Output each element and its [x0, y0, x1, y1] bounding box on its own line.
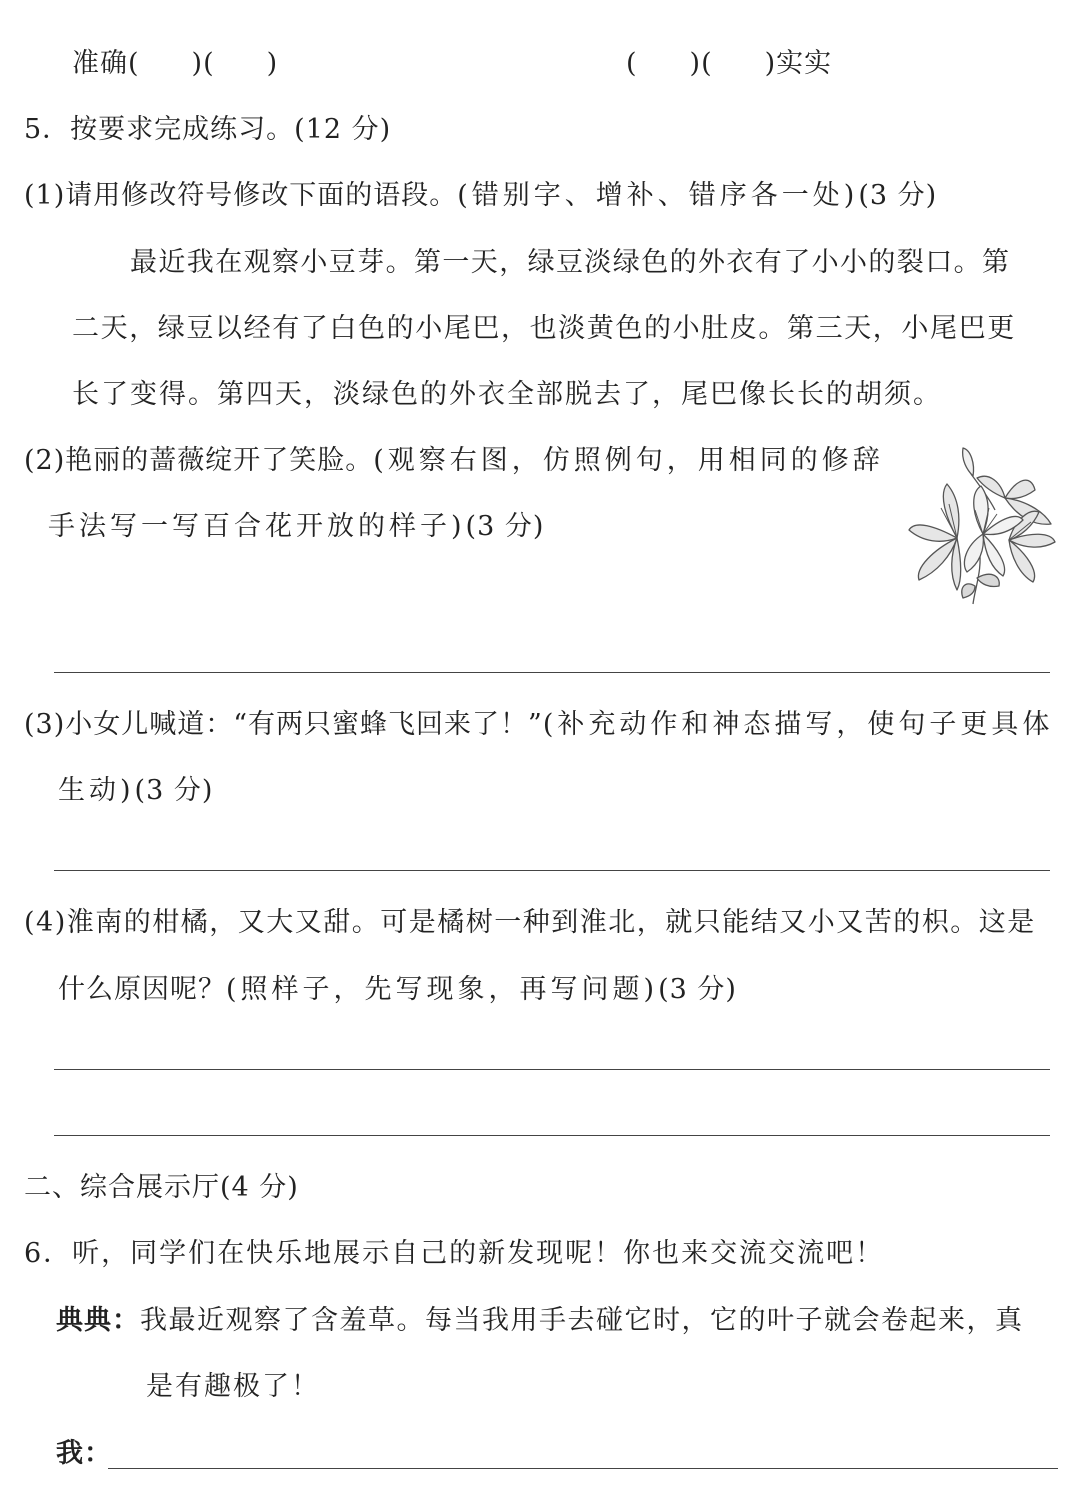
q5-4-prompt-line-2: 什么原因呢？(照样子，先写现象，再写问题)(3 分) — [58, 974, 737, 1005]
q6-dialogue-line-2: 是有趣极了！ — [146, 1371, 320, 1402]
q6-title: 6．听，同学们在快乐地展示自己的新发现呢！你也来交流交流吧！ — [24, 1238, 885, 1269]
word-zhunque-text: 准确 — [72, 48, 128, 79]
word-shishi: ( )( )实实 — [626, 48, 833, 79]
q5-2-prompt-line-1: (2)艳丽的蔷薇绽开了笑脸。(观察右图，仿照例句，用相同的修辞 — [24, 445, 884, 476]
q5-3-prompt-line-1: (3)小女儿喊道：“有两只蜜蜂飞回来了！”(补充动作和神态描写，使句子更具体 — [24, 709, 1054, 740]
answer-line-q5-4-a[interactable] — [54, 1069, 1050, 1070]
q5-3-prompt-line-2: 生动)(3 分) — [58, 775, 214, 806]
q5-4-prompt-line-1: (4)淮南的柑橘，又大又甜。可是橘树一种到淮北，就只能结又小又苦的枳。这是 — [24, 907, 1036, 938]
q5-title: 5．按要求完成练习。(12 分) — [24, 114, 392, 145]
section-2-title: 二、综合展示厅(4 分) — [24, 1172, 299, 1203]
speaker-diandian: 典典： — [56, 1305, 140, 1336]
lily-illustration — [905, 438, 1057, 606]
answer-line-q5-2[interactable] — [54, 672, 1050, 673]
q5-1-prompt: (1)请用修改符号修改下面的语段。(错别字、增补、错序各一处)(3 分) — [24, 180, 938, 211]
answer-line-q5-3[interactable] — [54, 870, 1050, 871]
answer-line-q6[interactable] — [108, 1468, 1058, 1469]
answer-line-q5-4-b[interactable] — [54, 1135, 1050, 1136]
q5-2-prompt-line-2: 手法写一写百合花开放的样子)(3 分) — [48, 511, 545, 542]
word-zhunque: 准确( )( ) — [72, 48, 279, 79]
q5-1-passage-line-3: 长了变得。第四天，淡绿色的外衣全部脱去了，尾巴像长长的胡须。 — [72, 379, 942, 410]
me-label: 我： — [56, 1438, 112, 1469]
q6-dialogue-line-1: 典典：我最近观察了含羞草。每当我用手去碰它时，它的叶子就会卷起来，真 — [56, 1305, 1024, 1336]
q5-1-passage-line-1: 最近我在观察小豆芽。第一天，绿豆淡绿色的外衣有了小小的裂口。第 — [130, 247, 1011, 278]
q5-1-passage-line-2: 二天，绿豆以经有了白色的小尾巴，也淡黄色的小肚皮。第三天，小尾巴更 — [72, 313, 1016, 344]
word-shishi-text: 实实 — [776, 48, 833, 79]
